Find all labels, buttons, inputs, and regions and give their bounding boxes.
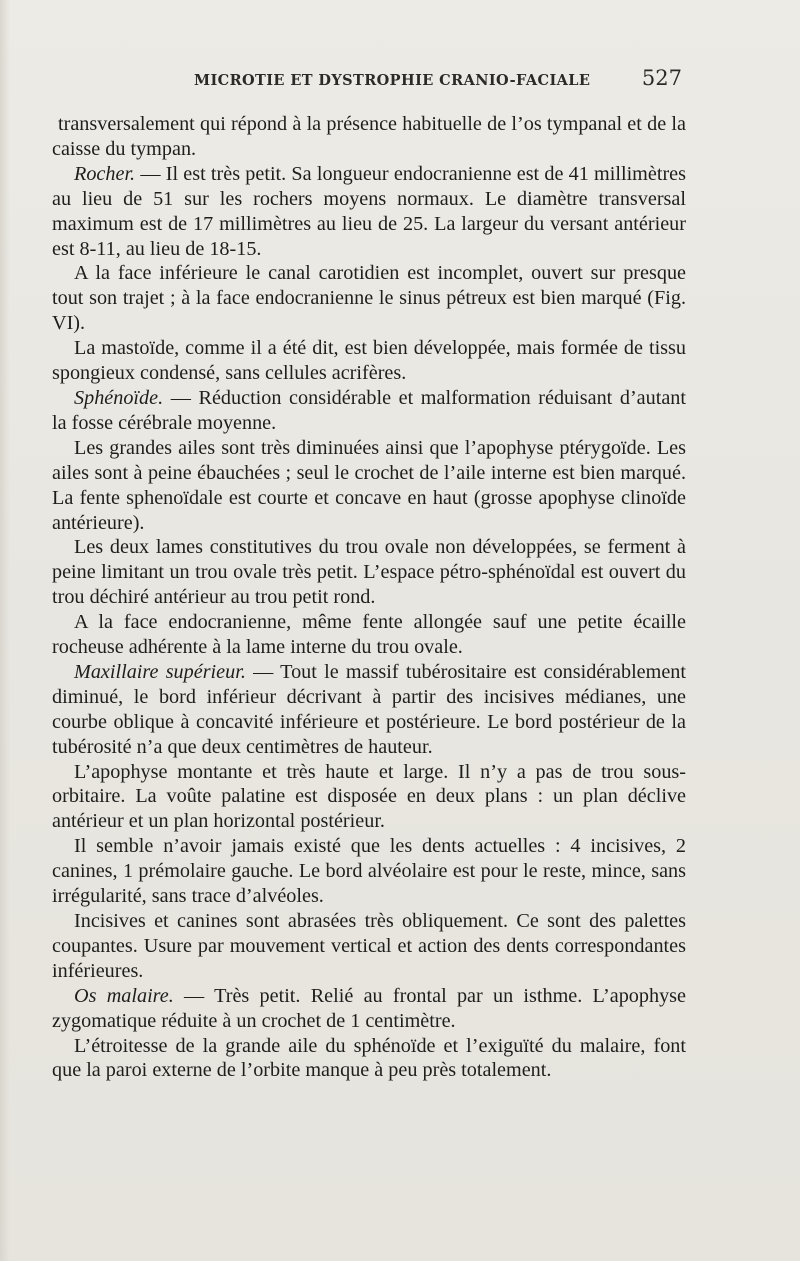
- paragraph: [52, 112, 686, 162]
- paragraph: [52, 162, 686, 262]
- paragraph-text: — Très petit. Relié au frontal par un isthme. L’apophyse zygomatique réduite à un crochet de 1 centimètre.: [52, 984, 686, 1032]
- page-number: 527: [641, 66, 682, 90]
- paragraph-lead: Os malaire.: [74, 984, 174, 1007]
- running-title: MICROTIE ET DYSTROPHIE CRANIO-FACIALE: [194, 72, 591, 89]
- paragraph-text: transversalement qui répond à la présence habituelle de l’os tympanal et de la caisse du tympan.: [52, 113, 686, 160]
- paragraph: [52, 984, 686, 1034]
- paragraph: [52, 336, 686, 386]
- paragraph: [52, 261, 686, 336]
- paragraph-lead: Sphénoïde.: [74, 386, 164, 409]
- paragraph-text: A la face endocranienne, même fente allongée sauf une petite écaille rocheuse adhérente à la lame interne du trou ovale.: [52, 611, 686, 659]
- body-text: [52, 112, 686, 1083]
- paragraph-text: La mastoïde, comme il a été dit, est bien développée, mais formée de tissu spongieux condensé, sans cellules acrifères.: [52, 337, 686, 385]
- paragraph-text: Les deux lames constitutives du trou ovale non développées, se ferment à peine limitant un trou ovale très petit. L’espace pétro-sphénoïdal est ouvert du trou déchiré antérieur au trou petit rond.: [52, 536, 686, 609]
- paragraph-text: — Tout le massif tubérositaire est considérablement diminué, le bord inférieur décrivant à partir des incisives médianes, une courbe oblique à concavité inférieure et postérieure. Le bord postérieur de la tubérosité n’a que deux centimètres de hauteur.: [52, 660, 687, 758]
- paragraph: [52, 386, 686, 436]
- paragraph: [52, 834, 686, 909]
- paragraph-text: A la face inférieure le canal carotidien est incomplet, ouvert sur presque tout son trajet ; à la face endocranienne le sinus pétreux est bien marqué (Fig. VI).: [52, 262, 686, 335]
- paragraph-text: — Il est très petit. Sa longueur endocranienne est de 41 millimètres au lieu de 51 sur les rochers moyens normaux. Le diamètre transversal maximum est de 17 millimètres au lieu de 25. La largeur du versant antérieur est 8-11, au lieu de 18-15.: [52, 162, 686, 260]
- paragraph-text: L’apophyse montante et très haute et large. Il n’y a pas de trou sous-orbitaire. La voûte palatine est disposée en deux plans : un plan déclive antérieur et un plan horizontal postérieur.: [52, 760, 686, 833]
- paragraph-text: L’étroitesse de la grande aile du sphénoïde et l’exiguïté du malaire, font que la paroi externe de l’orbite manque à peu près totalement.: [52, 1034, 686, 1082]
- paragraph: [52, 909, 686, 984]
- paragraph-lead: Maxillaire supérieur.: [74, 660, 246, 683]
- paragraph: [52, 535, 686, 610]
- paragraph-text: Incisives et canines sont abrasées très obliquement. Ce sont des palettes coupantes. Usure par mouvement vertical et action des dents correspondantes inférieures.: [52, 910, 686, 982]
- paragraph: [52, 1034, 686, 1084]
- paragraph-text: — Réduction considérable et malformation réduisant d’autant la fosse cérébrale moyenne.: [52, 386, 686, 434]
- paragraph: [52, 760, 686, 835]
- paragraph: [52, 660, 686, 760]
- paragraph-lead: Rocher.: [74, 162, 136, 185]
- running-head: [52, 66, 682, 96]
- paragraph-text: Les grandes ailes sont très diminuées ainsi que l’apophyse ptérygoïde. Les ailes sont à peine ébauchées ; seul le crochet de l’aile interne est bien marqué. La fente sphenoïdale est courte et concave en haut (grosse apophyse clinoïde antérieure).: [52, 436, 686, 534]
- paragraph: [52, 610, 686, 660]
- paragraph-text: Il semble n’avoir jamais existé que les dents actuelles : 4 incisives, 2 canines, 1 prémolaire gauche. Le bord alvéolaire est pour le reste, mince, sans irrégularité, sans trace d’alvéoles.: [52, 835, 686, 908]
- paragraph: [52, 436, 686, 536]
